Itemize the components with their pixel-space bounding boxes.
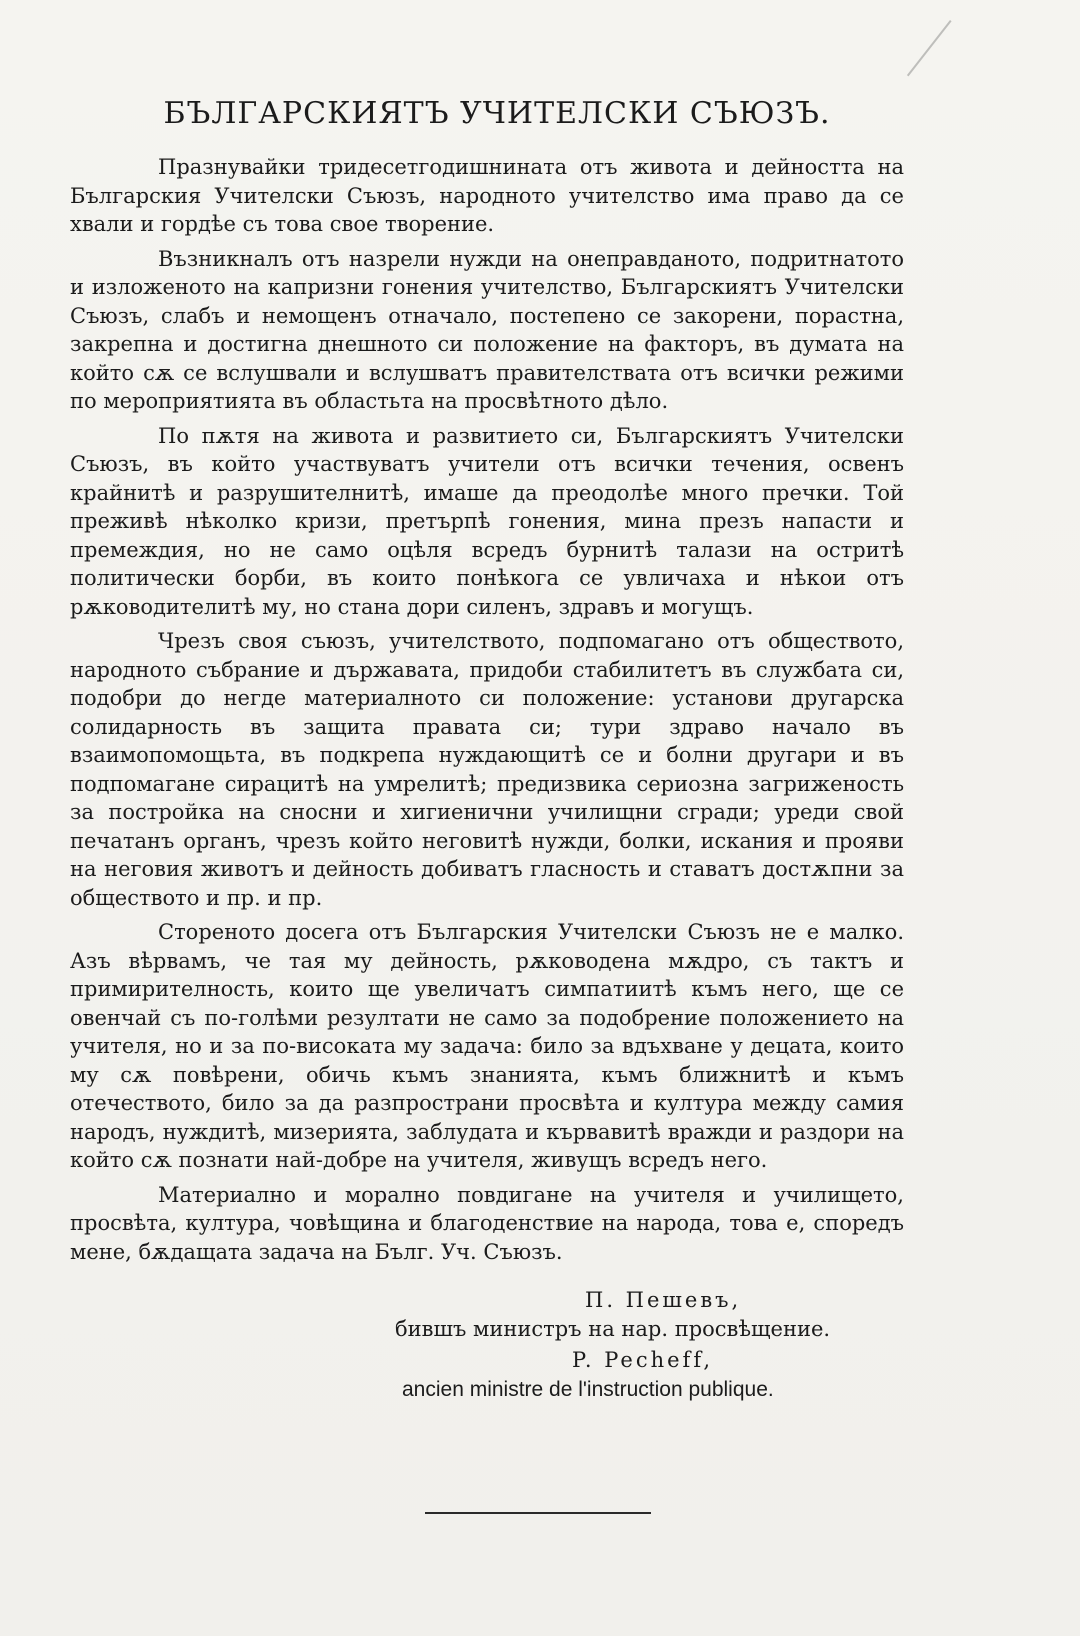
paragraph: Стореното досега отъ Българския Учителски Съюзъ не е малко. Азъ вѣрвамъ, че тая му дейность, рѫководена мѫдро, съ тактъ и примирителность, които ще увеличатъ симпатиитѣ къмъ него, ще се овенчай съ по-голѣми резултати не само за подобрение положението на учителя, но и за по-високата му задача: било за вдъхване у децата, които му сѫ повѣрени, обичь къмъ знанията, къмъ ближнитѣ и къмъ отечеството, било за да разпространи просвѣта и култура между самия народъ, нуждитѣ, мизерията, заблудата и кървавитѣ вражди и раздори на който сѫ познати най-добре на учителя, живущъ всредъ него. <box>70 920 904 1172</box>
signature-name-fr: P. Pecheff, <box>572 1348 714 1372</box>
signature-title-bg: бившъ министръ на нар. просвѣщение. <box>395 1317 831 1341</box>
pencil-mark <box>907 20 952 76</box>
article <box>70 96 904 1401</box>
paragraph: Чрезъ своя съюзъ, учителството, подпомагано отъ обществото, народното събрание и държавата, придоби стабилитетъ въ службата си, подобри до негде материалното си положение: установи другарска солидарность въ защита правата си; тури здраво начало въ взаимопомощьта, въ подкрепа нуждающитѣ се и болни другари и въ подпомагане сирацитѣ на умрелитѣ; предизвика сериозна загриженость за постройка на сносни и хигиенични училищни сгради; уреди свой печатанъ органъ, чрезъ който неговитѣ нужди, болки, искания и прояви на неговия животъ и дейность добиватъ гласность и ставатъ достѫпни за обществото и пр. и пр. <box>70 629 904 910</box>
signature-name-bg: П. Пешевъ, <box>585 1288 742 1312</box>
article-title: БЪЛГАРСКИЯТЪ УЧИТЕЛСКИ СЪЮЗЪ. <box>163 96 831 131</box>
signature-title-fr: ancien ministre de l'instruction publique. <box>402 1378 774 1401</box>
paragraph: Материално и морално повдигане на учителя и училището, просвѣта, култура, човѣщина и благоденствие на народа, това е, споредъ мене, бѫдащата задача на Бълг. Уч. Съюзъ. <box>70 1182 904 1264</box>
signature-block <box>70 1286 904 1401</box>
paragraph: Празнувайки тридесетгодишнината отъ живота и дейността на Българския Учителски Съюзъ, народното учителство има право да се хвали и гордѣе съ това свое творение. <box>70 155 904 236</box>
divider <box>425 1512 651 1514</box>
paragraph: Възникналъ отъ назрели нужди на онеправданото, подритнатото и изложеното на капризни гонения учителство, Българскиятъ Учителски Съюзъ, слабъ и немощенъ отначало, постепено се закорени, порастна, закрепна и достигна днешното си положение на факторъ, въ думата на който сѫ се вслушвали и вслушватъ правителствата отъ всички режими по мероприятията въ областьта на просвѣтното дѣло. <box>70 246 904 413</box>
paragraph: По пѫтя на живота и развитието си, Българскиятъ Учителски Съюзъ, въ който участвуватъ учители отъ всички течения, освенъ крайнитѣ и разрушителнитѣ, имаше да преодолѣе много пречки. Той преживѣ нѣколко кризи, претърпѣ гонения, мина презъ напасти и премеждия, но не само оцѣля всредъ бурнитѣ талази на остритѣ политически борби, въ които понѣкога се увличаха и нѣкои отъ рѫководителитѣ му, но стана дори силенъ, здравъ и могущъ. <box>70 423 904 619</box>
